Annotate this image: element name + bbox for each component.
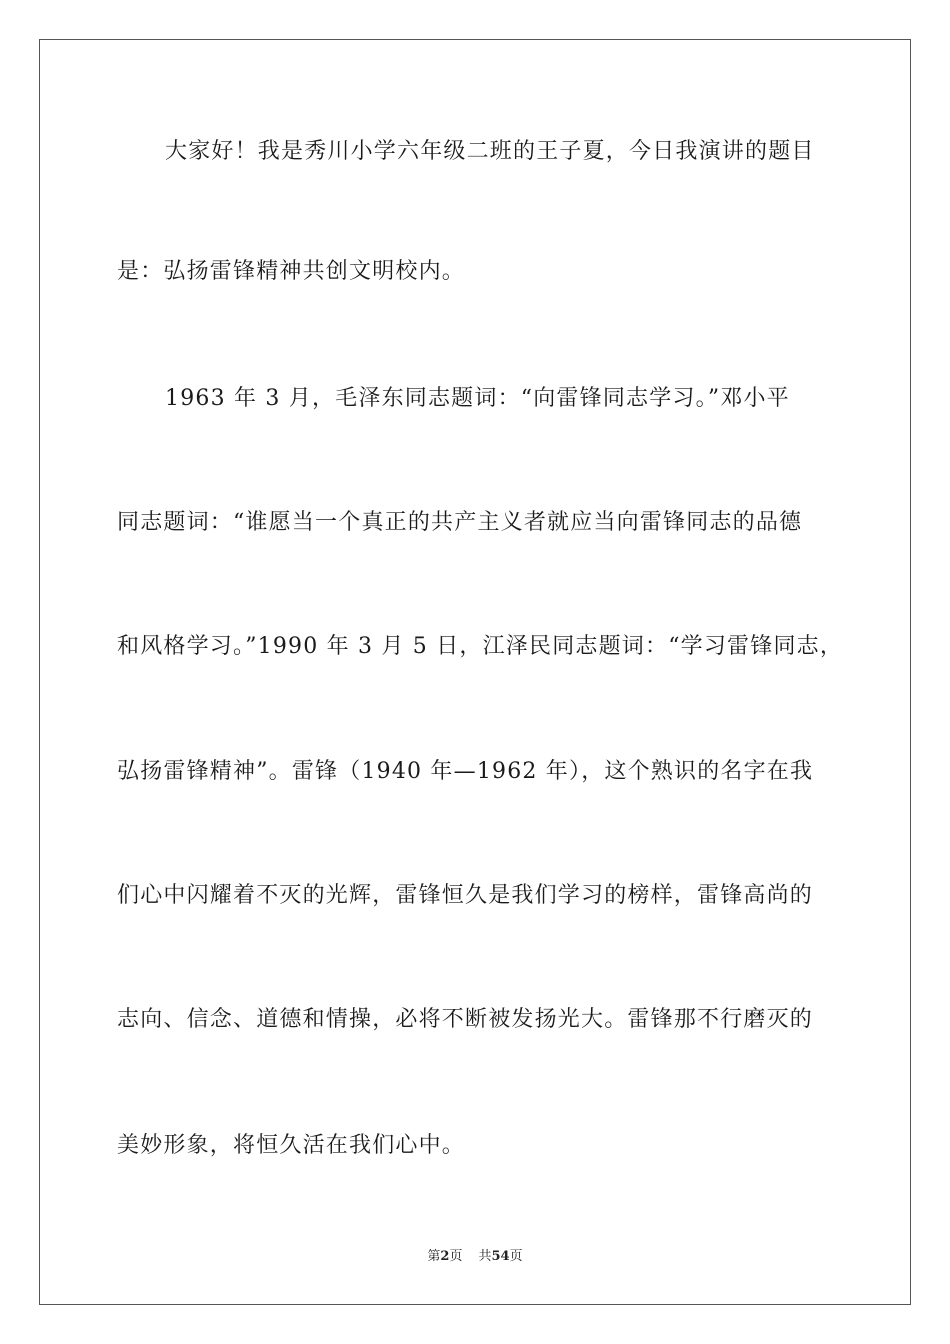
paragraph-2-line-1: 1963 年 3 月，毛泽东同志题词：“向雷锋同志学习。”邓小平 bbox=[165, 386, 790, 411]
paragraph-1-line-1: 大家好！我是秀川小学六年级二班的王子夏，今日我演讲的题目 bbox=[165, 139, 815, 164]
paragraph-2-line-2: 同志题词：“谁愿当一个真正的共产主义者就应当向雷锋同志的品德 bbox=[117, 510, 803, 535]
page-border bbox=[39, 39, 911, 1305]
paragraph-2-line-3: 和风格学习。”1990 年 3 月 5 日，江泽民同志题词：“学习雷锋同志， bbox=[117, 634, 844, 659]
page-suffix: 页 bbox=[449, 1249, 463, 1264]
paragraph-2-line-5: 们心中闪耀着不灭的光辉，雷锋恒久是我们学习的榜样，雷锋高尚的 bbox=[117, 883, 814, 908]
page-prefix: 第 bbox=[427, 1249, 441, 1264]
paragraph-2-line-4: 弘扬雷锋精神”。雷锋（1940 年—1962 年），这个熟识的名字在我 bbox=[117, 759, 814, 784]
paragraph-2-line-6: 志向、信念、道德和情操，必将不断被发扬光大。雷锋那不行磨灭的 bbox=[117, 1007, 814, 1032]
total-prefix: 共 bbox=[478, 1249, 492, 1264]
total-suffix: 页 bbox=[509, 1249, 523, 1264]
paragraph-1-line-2: 是：弘扬雷锋精神共创文明校内。 bbox=[117, 259, 466, 284]
paragraph-2-line-7: 美妙形象，将恒久活在我们心中。 bbox=[117, 1133, 466, 1158]
page-number: 2 bbox=[440, 1249, 450, 1264]
total-pages: 54 bbox=[491, 1249, 510, 1264]
page-footer bbox=[0, 1248, 950, 1266]
